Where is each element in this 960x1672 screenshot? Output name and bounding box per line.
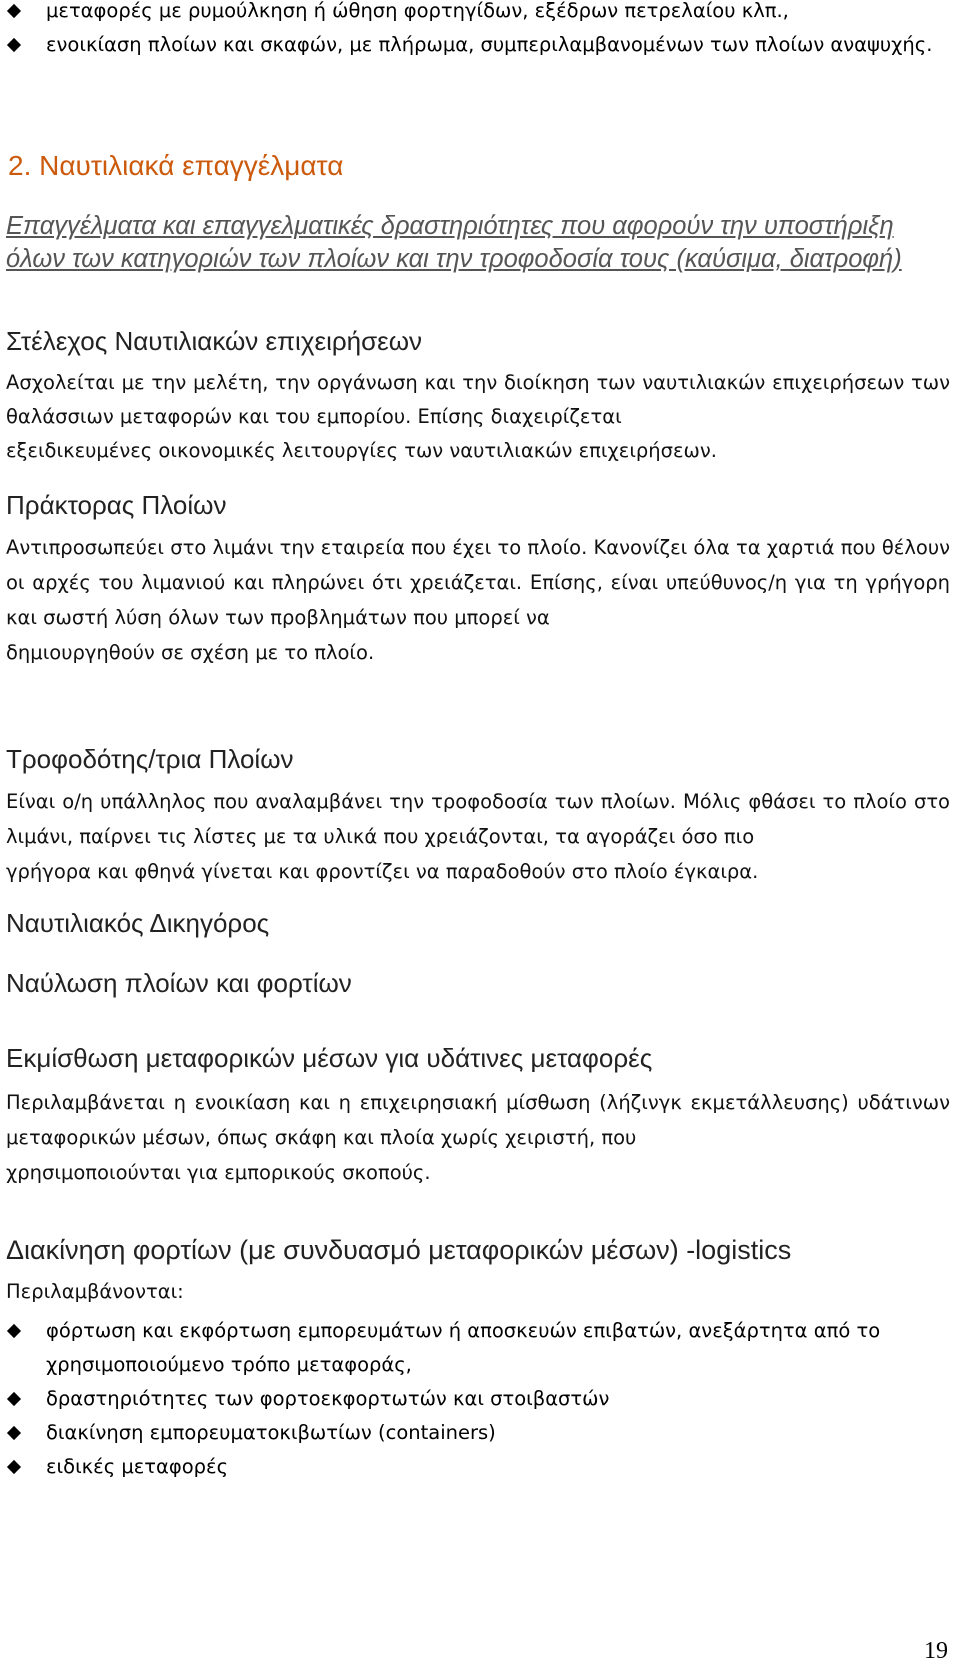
paragraph-steleχos: Ασχολείται με την μελέτη, την οργάνωση και την διοίκηση των ναυτιλιακών επιχειρήσεων των θαλάσσιων μεταφορών και του εμπορίου. Επίσης διαχειρίζεται εξειδικευμένες οικονομικές λειτουργίες των ναυτιλιακών επιχειρήσεων. xyxy=(6,371,950,462)
page-number: 19 xyxy=(924,1638,948,1664)
paragraph-ekmisthosi: Περιλαμβάνεται η ενοικίαση και η επιχειρησιακή μίσθωση (λήζινγκ εκμετάλλευσης) υδάτινων μεταφορικών μέσων, όπως σκάφη και πλοία χωρίς χειριστή, που χρησιμοποιούνται για εμπορικούς σκοπούς. xyxy=(6,1091,950,1184)
heading-naulosi: Ναύλωση πλοίων και φορτίων xyxy=(6,968,352,998)
top-bullet-list xyxy=(8,0,948,62)
paragraph-praktoras: Αντιπροσωπεύει στο λιμάνι την εταιρεία που έχει το πλοίο. Κανονίζει όλα τα χαρτιά που θέλουν οι αρχές του λιμανιού και πληρώνει ότι χρειάζεται. Επίσης, είναι υπεύθυνος/η για τη γρήγορη και σωστή λύση όλων των προβλημάτων που μπορεί να δημιουργηθούν σε σχέση με το πλοίο. xyxy=(6,536,950,664)
heading-dikigoros: Ναυτιλιακός Δικηγόρος xyxy=(6,908,270,938)
heading-trofodotis: Τροφοδότης/τρια Πλοίων xyxy=(6,744,294,774)
diamond-bullet-icon xyxy=(7,4,21,18)
list-item: δραστηριότητες των φορτοεκφορτωτών και στοιβαστών xyxy=(8,1382,948,1416)
list-item: φόρτωση και εκφόρτωση εμπορευμάτων ή αποσκευών επιβατών, ανεξάρτητα από το χρησιμοποιούμενο τρόπο μεταφοράς, xyxy=(8,1314,948,1382)
paragraph-trofodotis: Είναι ο/η υπάλληλος που αναλαμβάνει την τροφοδοσία των πλοίων. Μόλις φθάσει το πλοίο στο λιμάνι, παίρνει τις λίστες με τα υλικά που χρειάζονται, τα αγοράζει όσο πιο γρήγορα και φθηνά γίνεται και φροντίζει να παραδοθούν στο πλοίο έγκαιρα. xyxy=(6,790,950,883)
section-title: 2. Ναυτιλιακά επαγγέλματα xyxy=(8,150,344,181)
diamond-bullet-icon xyxy=(7,38,21,52)
section-subtitle: Επαγγέλματα και επαγγελματικές δραστηριότητες που αφορούν την υποστήριξη όλων των κατηγοριών των πλοίων και την τροφοδοσία τους (καύσιμα, διατροφή) xyxy=(6,212,902,273)
list-item: διακίνηση εμπορευματοκιβωτίων (containers) xyxy=(8,1416,948,1450)
diamond-bullet-icon xyxy=(7,1460,21,1474)
heading-logistics: Διακίνηση φορτίων (με συνδυασμό μεταφορικών μέσων) -logistics xyxy=(6,1235,792,1265)
diamond-bullet-icon xyxy=(7,1324,21,1338)
diamond-bullet-icon xyxy=(7,1426,21,1440)
list-item: μεταφορές με ρυμούλκηση ή ώθηση φορτηγίδων, εξέδρων πετρελαίου κλπ., xyxy=(8,0,948,28)
logistics-bullet-list xyxy=(8,1314,948,1484)
heading-ekmisthosi: Εκμίσθωση μεταφορικών μέσων για υδάτινες μεταφορές xyxy=(6,1043,653,1073)
heading-steleχos: Στέλεχος Ναυτιλιακών επιχειρήσεων xyxy=(6,326,423,356)
diamond-bullet-icon xyxy=(7,1392,21,1406)
logistics-intro: Περιλαμβάνονται: xyxy=(6,1280,184,1303)
list-item: ενοικίαση πλοίων και σκαφών, με πλήρωμα, συμπεριλαμβανομένων των πλοίων αναψυχής. xyxy=(8,28,948,62)
list-item: ειδικές μεταφορές xyxy=(8,1450,948,1484)
heading-praktoras: Πράκτορας Πλοίων xyxy=(6,490,227,520)
